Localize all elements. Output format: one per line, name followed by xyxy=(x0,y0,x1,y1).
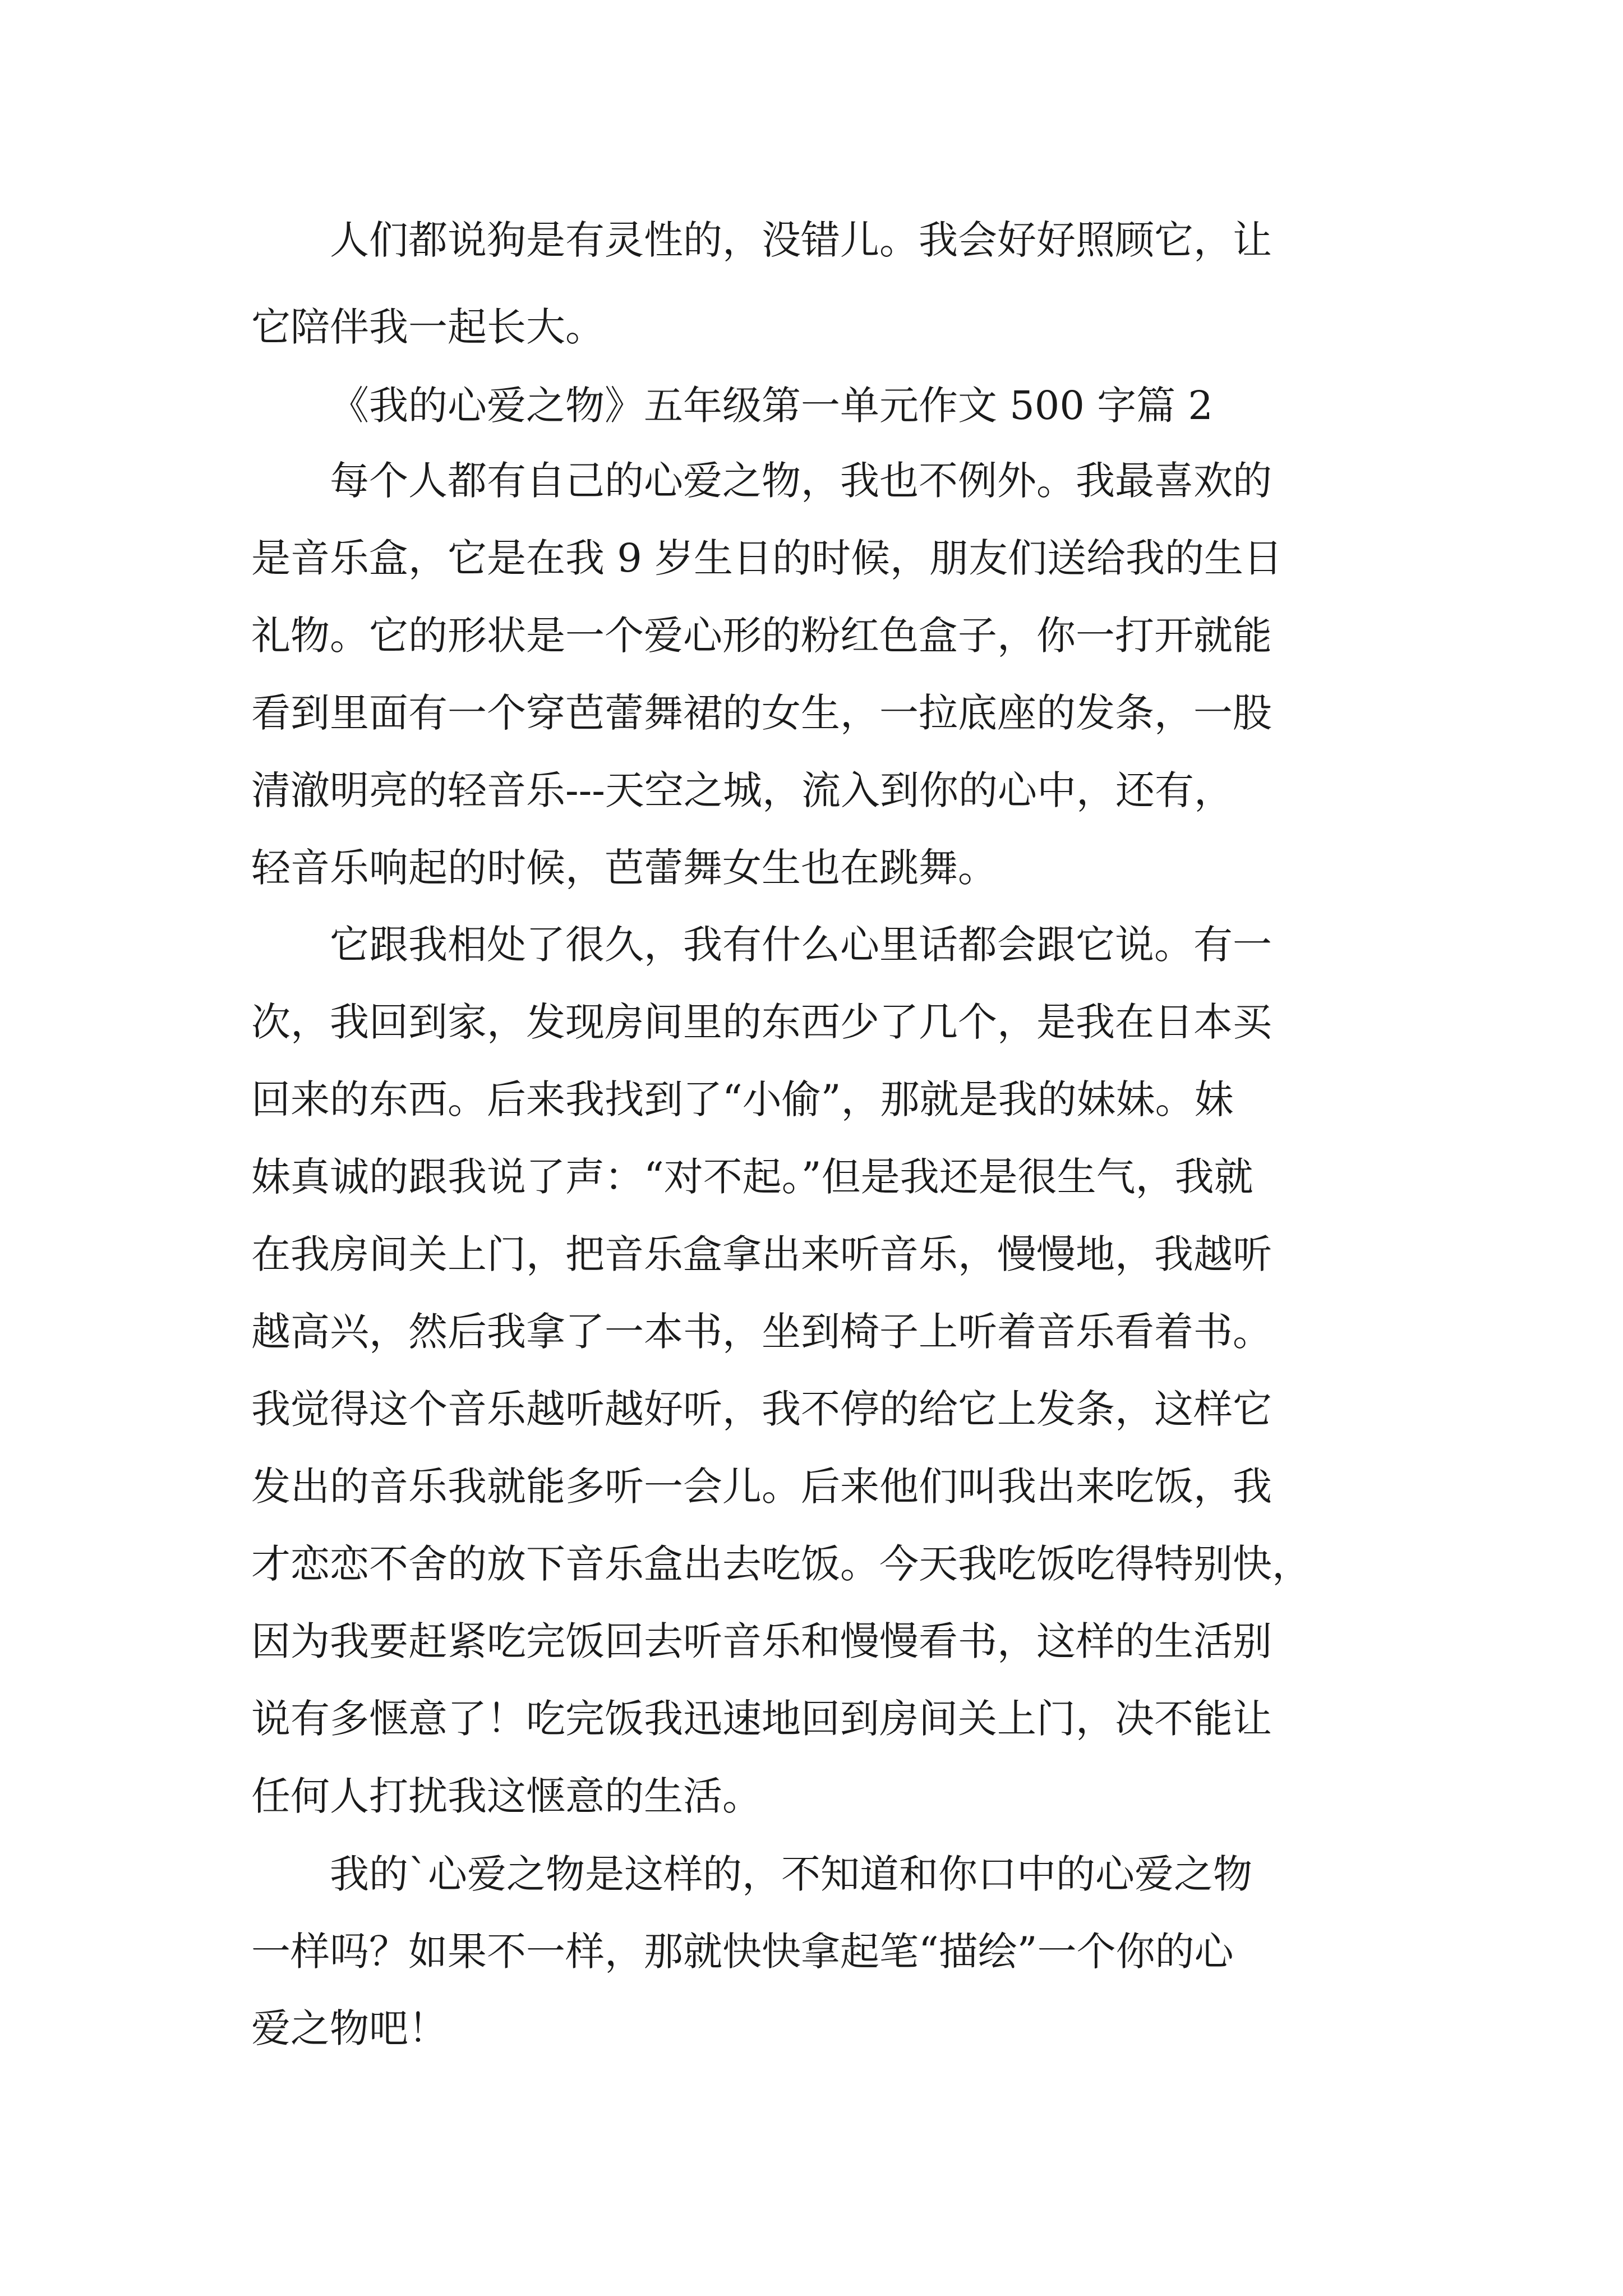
text-line: 爱之物吧！ xyxy=(251,2005,448,2051)
section-heading: 《我的心爱之物》五年级第一单元作文 500 字篇 2 xyxy=(330,383,1213,429)
text-line: 人们都说狗是有灵性的，没错儿。我会好好照顾它，让 xyxy=(330,217,1272,263)
text-line: 妹真诚的跟我说了声：“对不起。”但是我还是很生气，我就 xyxy=(251,1154,1253,1200)
text-line: 轻音乐响起的时候，芭蕾舞女生也在跳舞。 xyxy=(251,845,997,891)
text-line: 因为我要赶紧吃完饭回去听音乐和慢慢看书，这样的生活别 xyxy=(251,1618,1272,1664)
text-line: 礼物。它的形状是一个爱心形的粉红色盒子，你一打开就能 xyxy=(251,613,1272,659)
text-line: 在我房间关上门，把音乐盒拿出来听音乐，慢慢地，我越听 xyxy=(251,1231,1272,1277)
text-line: 是音乐盒，它是在我 9 岁生日的时候，朋友们送给我的生日 xyxy=(251,535,1283,581)
text-line: 发出的音乐我就能多听一会儿。后来他们叫我出来吃饭，我 xyxy=(251,1464,1272,1510)
text-line: 说有多惬意了！吃完饭我迅速地回到房间关上门，决不能让 xyxy=(251,1696,1272,1742)
text-line: 我觉得这个音乐越听越好听，我不停的给它上发条，这样它 xyxy=(251,1386,1272,1432)
text-line: 才恋恋不舍的放下音乐盒出去吃饭。今天我吃饭吃得特别快， xyxy=(251,1541,1311,1587)
text-line: 它跟我相处了很久，我有什么心里话都会跟它说。有一 xyxy=(330,922,1272,968)
text-line: 它陪伴我一起长大。 xyxy=(251,304,605,350)
text-line: 次，我回到家，发现房间里的东西少了几个，是我在日本买 xyxy=(251,999,1272,1045)
text-line: 看到里面有一个穿芭蕾舞裙的女生，一拉底座的发条，一股 xyxy=(251,690,1272,736)
text-line: 越高兴，然后我拿了一本书，坐到椅子上听着音乐看着书。 xyxy=(251,1309,1272,1355)
text-line: 任何人打扰我这惬意的生活。 xyxy=(251,1773,762,1819)
text-line: 清澈明亮的轻音乐---天空之城，流入到你的心中，还有， xyxy=(251,767,1233,813)
text-line: 每个人都有自己的心爱之物，我也不例外。我最喜欢的 xyxy=(330,458,1272,504)
text-line: 回来的东西。后来我找到了“小偷”，那就是我的妹妹。妹 xyxy=(251,1076,1234,1122)
text-line: 我的`心爱之物是这样的，不知道和你口中的心爱之物 xyxy=(330,1851,1252,1897)
text-line: 一样吗？如果不一样，那就快快拿起笔“描绘”一个你的心 xyxy=(251,1929,1234,1975)
